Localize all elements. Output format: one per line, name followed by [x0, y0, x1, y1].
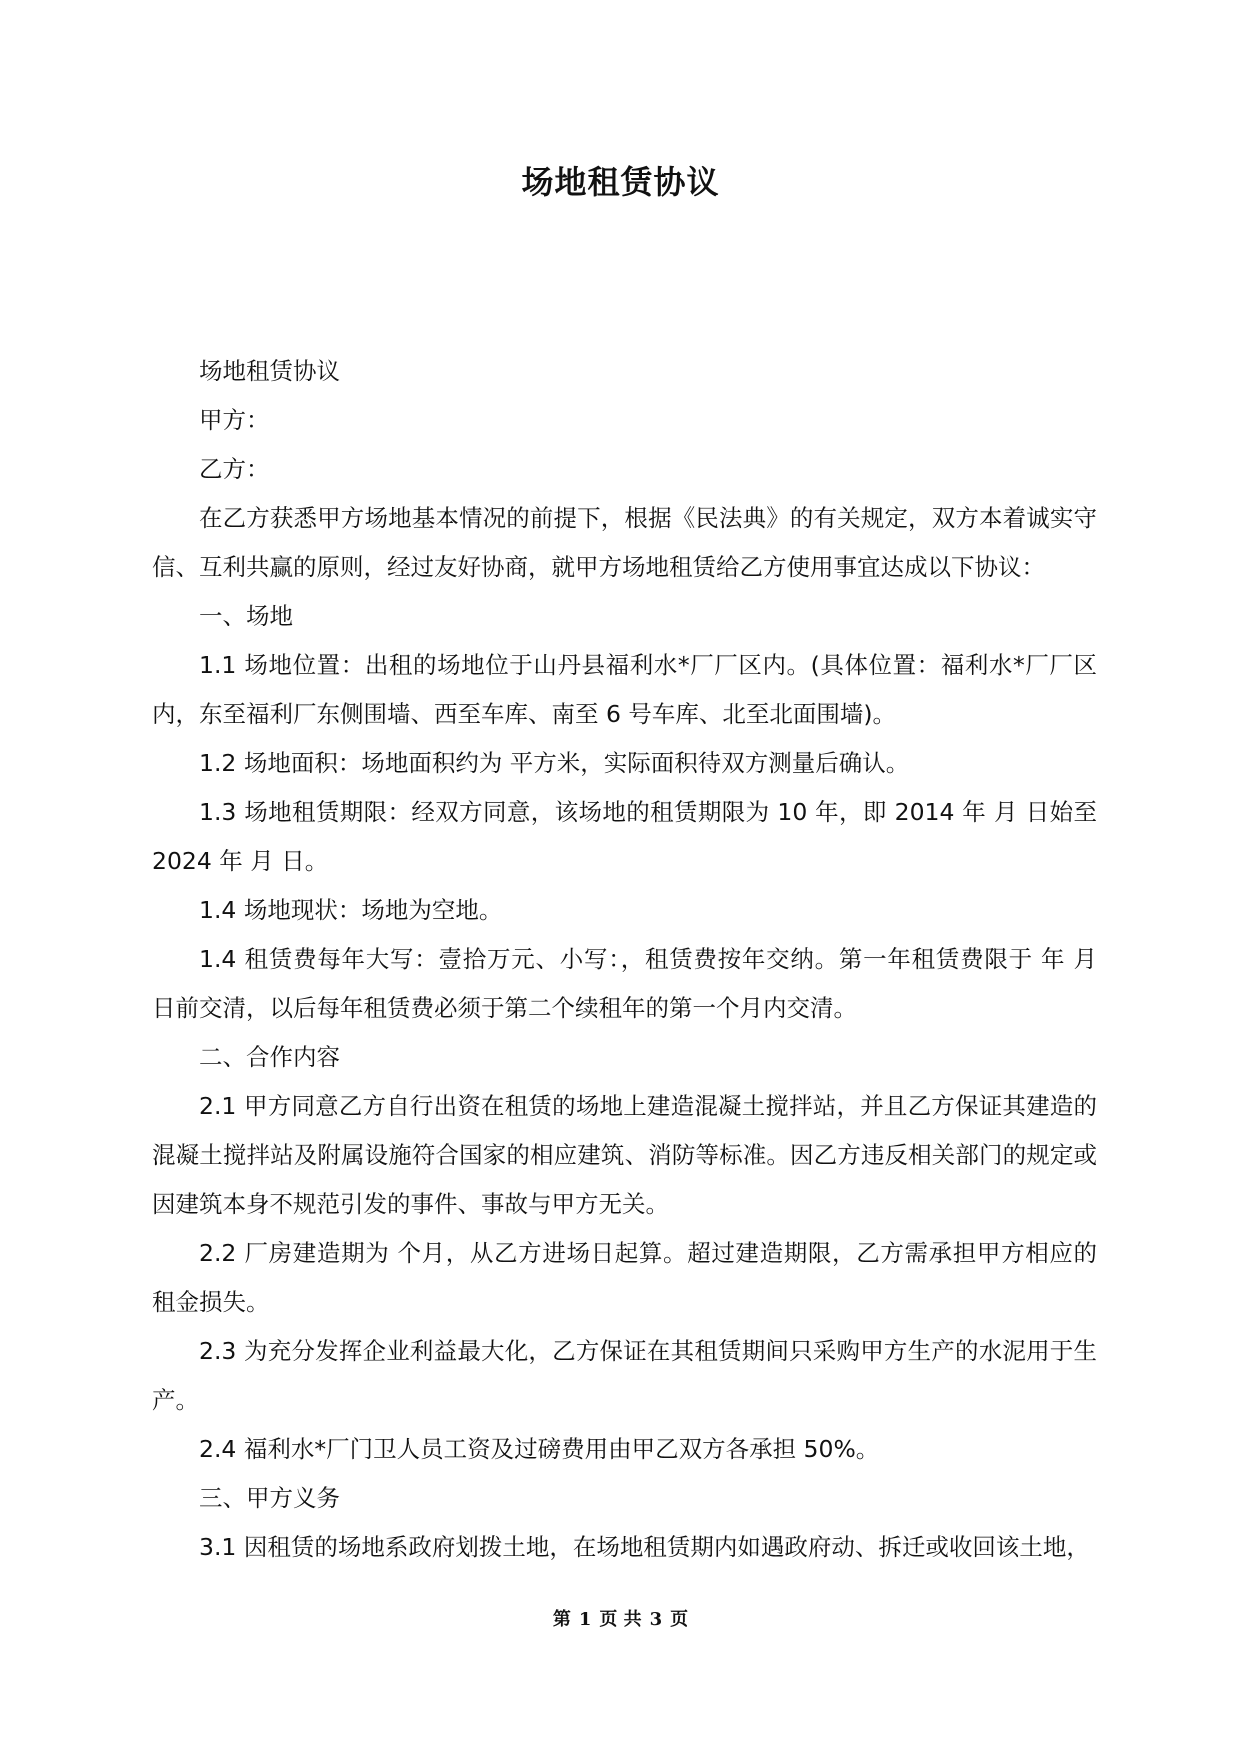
page-footer — [0, 1608, 1241, 1632]
footer-middle: 页 共 — [599, 1609, 642, 1630]
clause-3-1: 3.1 因租赁的场地系政府划拨土地，在场地租赁期内如遇政府动、拆迁或收回该土地， — [199, 1533, 1090, 1561]
paragraph-party-b: 乙方： — [199, 455, 270, 483]
clause-2-2: 2.2 厂房建造期为 个月，从乙方进场日起算。超过建造期限，乙方需承担甲方相应的租金损失。 — [152, 1239, 1097, 1316]
section-heading-party-a-duties: 三、甲方义务 — [199, 1484, 340, 1512]
clause-1-3: 1.3 场地租赁期限：经双方同意，该场地的租赁期限为 10 年，即 2014 年 月 日始至 2024 年 月 日。 — [152, 798, 1097, 875]
document-title: 场地租赁协议 — [521, 163, 720, 201]
paragraph-preamble: 在乙方获悉甲方场地基本情况的前提下，根据《民法典》的有关规定，双方本着诚实守信、互利共赢的原则，经过友好协商，就甲方场地租赁给乙方使用事宜达成以下协议： — [152, 504, 1097, 581]
document-body — [152, 347, 1097, 1572]
clause-1-2: 1.2 场地面积：场地面积约为 平方米，实际面积待双方测量后确认。 — [199, 749, 910, 777]
footer-total-pages: 3 — [649, 1609, 663, 1630]
clause-1-4-status: 1.4 场地现状：场地为空地。 — [199, 896, 503, 924]
paragraph-heading: 场地租赁协议 — [199, 357, 340, 385]
clause-1-1: 1.1 场地位置：出租的场地位于山丹县福利水*厂厂区内。(具体位置：福利水*厂厂区内，东至福利厂东侧围墙、西至车库、南至 6 号车库、北至北面围墙)。 — [152, 651, 1097, 728]
clause-2-1: 2.1 甲方同意乙方自行出资在租赁的场地上建造混凝土搅拌站，并且乙方保证其建造的混凝土搅拌站及附属设施符合国家的相应建筑、消防等标准。因乙方违反相关部门的规定或因建筑本身不规范引发的事件、事故与甲方无关。 — [152, 1092, 1097, 1218]
section-heading-venue: 一、场地 — [199, 602, 293, 630]
clause-2-4: 2.4 福利水*厂门卫人员工资及过磅费用由甲乙双方各承担 50%。 — [199, 1435, 880, 1463]
paragraph-party-a: 甲方： — [199, 406, 270, 434]
footer-suffix: 页 — [670, 1609, 689, 1630]
section-heading-cooperation: 二、合作内容 — [199, 1043, 340, 1071]
footer-prefix: 第 — [552, 1609, 571, 1630]
footer-page-number: 1 — [578, 1609, 592, 1630]
clause-2-3: 2.3 为充分发挥企业利益最大化，乙方保证在其租赁期间只采购甲方生产的水泥用于生产。 — [152, 1337, 1097, 1414]
clause-1-4-fee: 1.4 租赁费每年大写：壹拾万元、小写：，租赁费按年交纳。第一年租赁费限于 年 月 日前交清，以后每年租赁费必须于第二个续租年的第一个月内交清。 — [152, 945, 1097, 1022]
